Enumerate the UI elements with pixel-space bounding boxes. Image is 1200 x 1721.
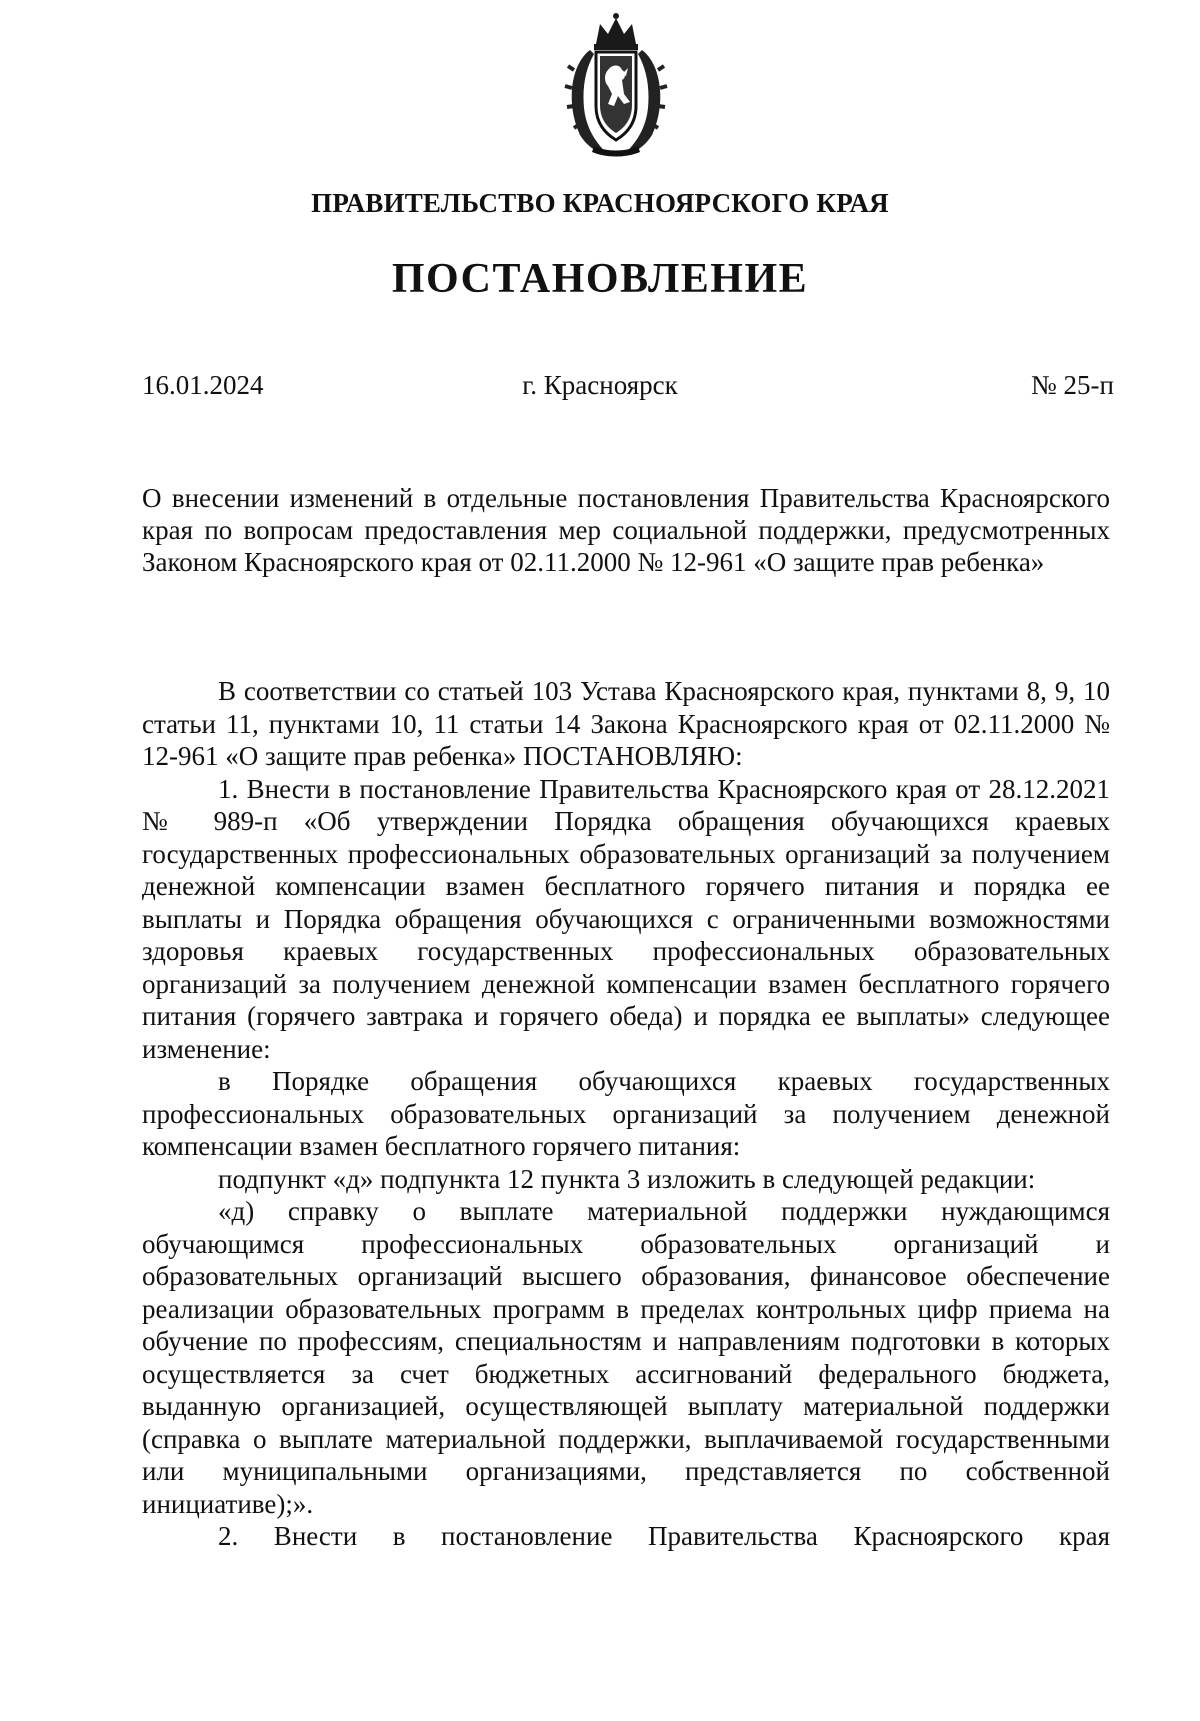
subitem-d-text-paragraph: «д) справку о выплате материальной поддержки нуждающимся обучающимся профессиональных образовательных организаций и образовательных организаций высшего образования, финансовое обеспечение реализации образовательных программ в пределах контрольных цифр приема на обучение по профессиям, специальностям и направлениям подготовки в которых осуществляется за счет бюджетных ассигнований федерального бюджета, выданную организацией, осуществляющей выплату материальной поддержки (справка о выплате материальной поддержки, выплачиваемой государственными или муниципальными организациями, представляется по собственной инициативе);». xyxy=(142,1196,1110,1519)
document-city: г. Красноярск xyxy=(522,370,678,400)
item-2-paragraph: 2. Внести в постановление Правительства Красноярского края xyxy=(218,1521,1110,1551)
amended-order-paragraph: в Порядке обращения обучающихся краевых государственных профессиональных образовательных организаций за получением денежной компенсации взамен бесплатного горячего питания: xyxy=(142,1066,1110,1161)
preamble-paragraph: В соответствии со статьей 103 Устава Красноярского края, пунктами 8, 9, 10 статьи 11, пунктами 10, 11 статьи 14 Закона Красноярского края от 02.11.2000 № 12-961 «О защите прав ребенка» ПОСТАНОВЛЯЮ: xyxy=(142,676,1110,771)
document-number: № 25-п xyxy=(1031,370,1114,400)
document-type-heading: ПОСТАНОВЛЕНИЕ xyxy=(391,256,809,302)
item-1-paragraph: 1. Внести в постановление Правительства Красноярского края от 28.12.2021 № 989-п «Об утверждении Порядка обращения обучающихся краевых государственных профессиональных образовательных организаций за получением денежной компенсации взамен бесплатного горячего питания и порядка ее выплаты и Порядка обращения обучающихся с ограниченными возможностями здоровья краевых государственных профессиональных образовательных организаций за получением денежной компенсации взамен бесплатного горячего питания (горячего завтрака и горячего обеда) и порядка ее выплаты» следующее изменение: xyxy=(142,773,1110,1064)
subitem-instruction-paragraph: подпункт «д» подпункта 12 пункта 3 изложить в следующей редакции: xyxy=(218,1163,1036,1194)
document-subject: О внесении изменений в отдельные постановления Правительства Красноярского края по вопросам предоставления мер социальной поддержки, предусмотренных Законом Красноярского края от 02.11.2000 № 12-961 «О защите прав ребенка» xyxy=(142,483,1110,577)
organization-title: ПРАВИТЕЛЬСТВО КРАСНОЯРСКОГО КРАЯ xyxy=(311,188,889,218)
document-body xyxy=(142,675,1110,1553)
coat-of-arms-emblem xyxy=(560,10,672,160)
document-date: 16.01.2024 xyxy=(142,370,264,400)
